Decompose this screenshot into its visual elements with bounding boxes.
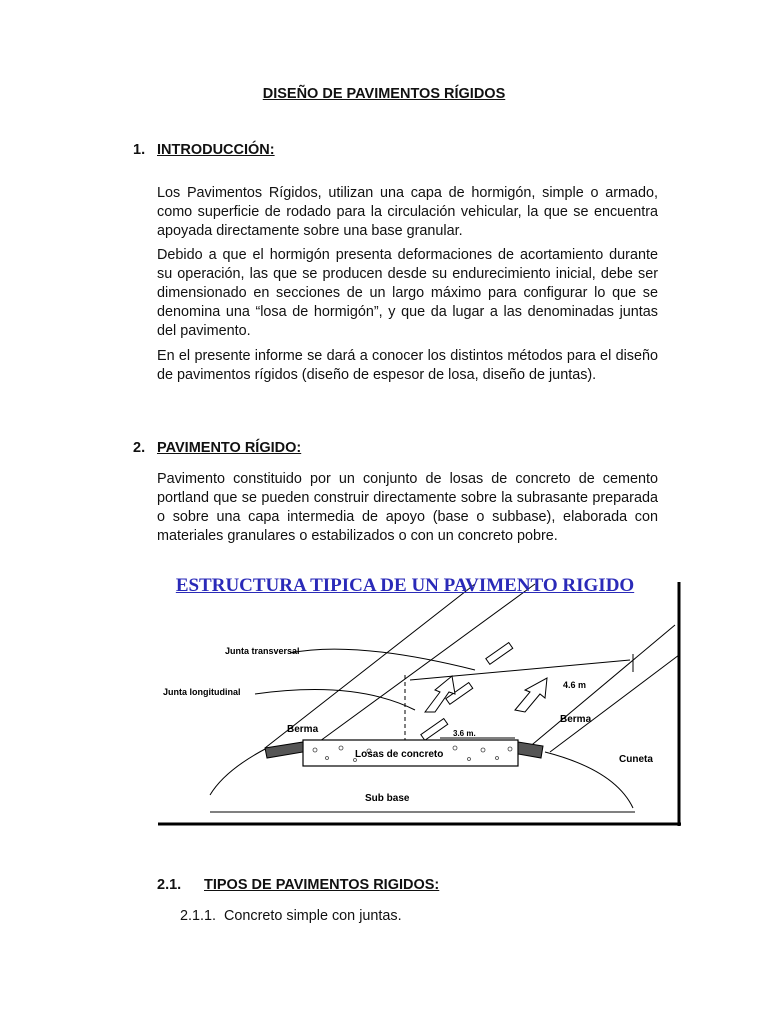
leader-junta-transversal bbox=[290, 649, 475, 670]
section-number: 1. bbox=[133, 142, 146, 158]
pavement-diagram bbox=[155, 570, 685, 835]
section-number: 2. bbox=[133, 440, 146, 456]
section-2-heading bbox=[133, 440, 301, 456]
road-edge-outer bbox=[550, 655, 679, 752]
label-junta-transversal: Junta transversal bbox=[225, 646, 300, 656]
label-length: 4.6 m bbox=[563, 680, 587, 690]
label-losas: Losas de concreto bbox=[355, 749, 444, 760]
section-number: 2.1. bbox=[157, 877, 182, 893]
direction-arrow-icon bbox=[425, 676, 455, 712]
label-width: 3.6 m. bbox=[453, 729, 476, 738]
berma-right-shoulder bbox=[518, 742, 543, 758]
label-berma-right: Berma bbox=[560, 714, 592, 725]
leader-junta-longitudinal bbox=[255, 690, 415, 710]
label-berma-left: Berma bbox=[287, 724, 319, 735]
item-number: 2.1.1. bbox=[180, 908, 217, 924]
section-title: INTRODUCCIÓN: bbox=[157, 142, 275, 158]
label-sub-base: Sub base bbox=[365, 793, 410, 804]
lane-mark bbox=[421, 719, 448, 741]
section-title: TIPOS DE PAVIMENTOS RIGIDOS: bbox=[204, 877, 440, 893]
pavement-structure-figure bbox=[155, 570, 685, 835]
road-edge-mid bbox=[305, 584, 535, 752]
item-text: Concreto simple con juntas. bbox=[224, 908, 402, 924]
label-cuneta: Cuneta bbox=[619, 754, 653, 765]
embankment-left bbox=[210, 748, 267, 795]
section-2-1-heading bbox=[157, 877, 439, 893]
lane-mark bbox=[486, 643, 513, 665]
berma-left-shoulder bbox=[265, 742, 303, 758]
direction-arrow-icon bbox=[515, 678, 547, 712]
page-title: DISEÑO DE PAVIMENTOS RÍGIDOS bbox=[262, 86, 506, 102]
section-2-paragraph: Pavimento constituido por un conjunto de losas de concreto de cemento portland que se pueden construir directamente sobre la subrasante preparada o sobre una capa intermedia de apoyo (base o subbase), elaborada con materiales granulares o estabilizados o con un concreto pobre. bbox=[157, 471, 658, 544]
item-2-1-1 bbox=[180, 908, 402, 924]
label-junta-longitudinal: Junta longitudinal bbox=[163, 687, 241, 697]
intro-paragraph-1: Los Pavimentos Rígidos, utilizan una capa de hormigón, simple o armado, como superficie de rodado para la circulación vehicular, la que se encuentra apoyada directamente sobre una base granular. bbox=[157, 185, 658, 239]
figure-title: ESTRUCTURA TIPICA DE UN PAVIMENTO RIGIDO bbox=[175, 575, 635, 596]
intro-paragraph-3: En el presente informe se dará a conocer los distintos métodos para el diseño de pavimentos rígidos (diseño de espesor de losa, diseño de juntas). bbox=[157, 348, 658, 383]
section-1-heading bbox=[133, 142, 275, 158]
section-title: PAVIMENTO RÍGIDO: bbox=[157, 440, 302, 456]
intro-paragraph-2: Debido a que el hormigón presenta deformaciones de acortamiento durante su operación, las que se producen desde su endurecimiento inicial, debe ser dimensionado en secciones de un largo máximo para configurar lo que se denomina una “losa de hormigón”, y que da lugar a las denominadas juntas del pavimento. bbox=[157, 247, 658, 339]
